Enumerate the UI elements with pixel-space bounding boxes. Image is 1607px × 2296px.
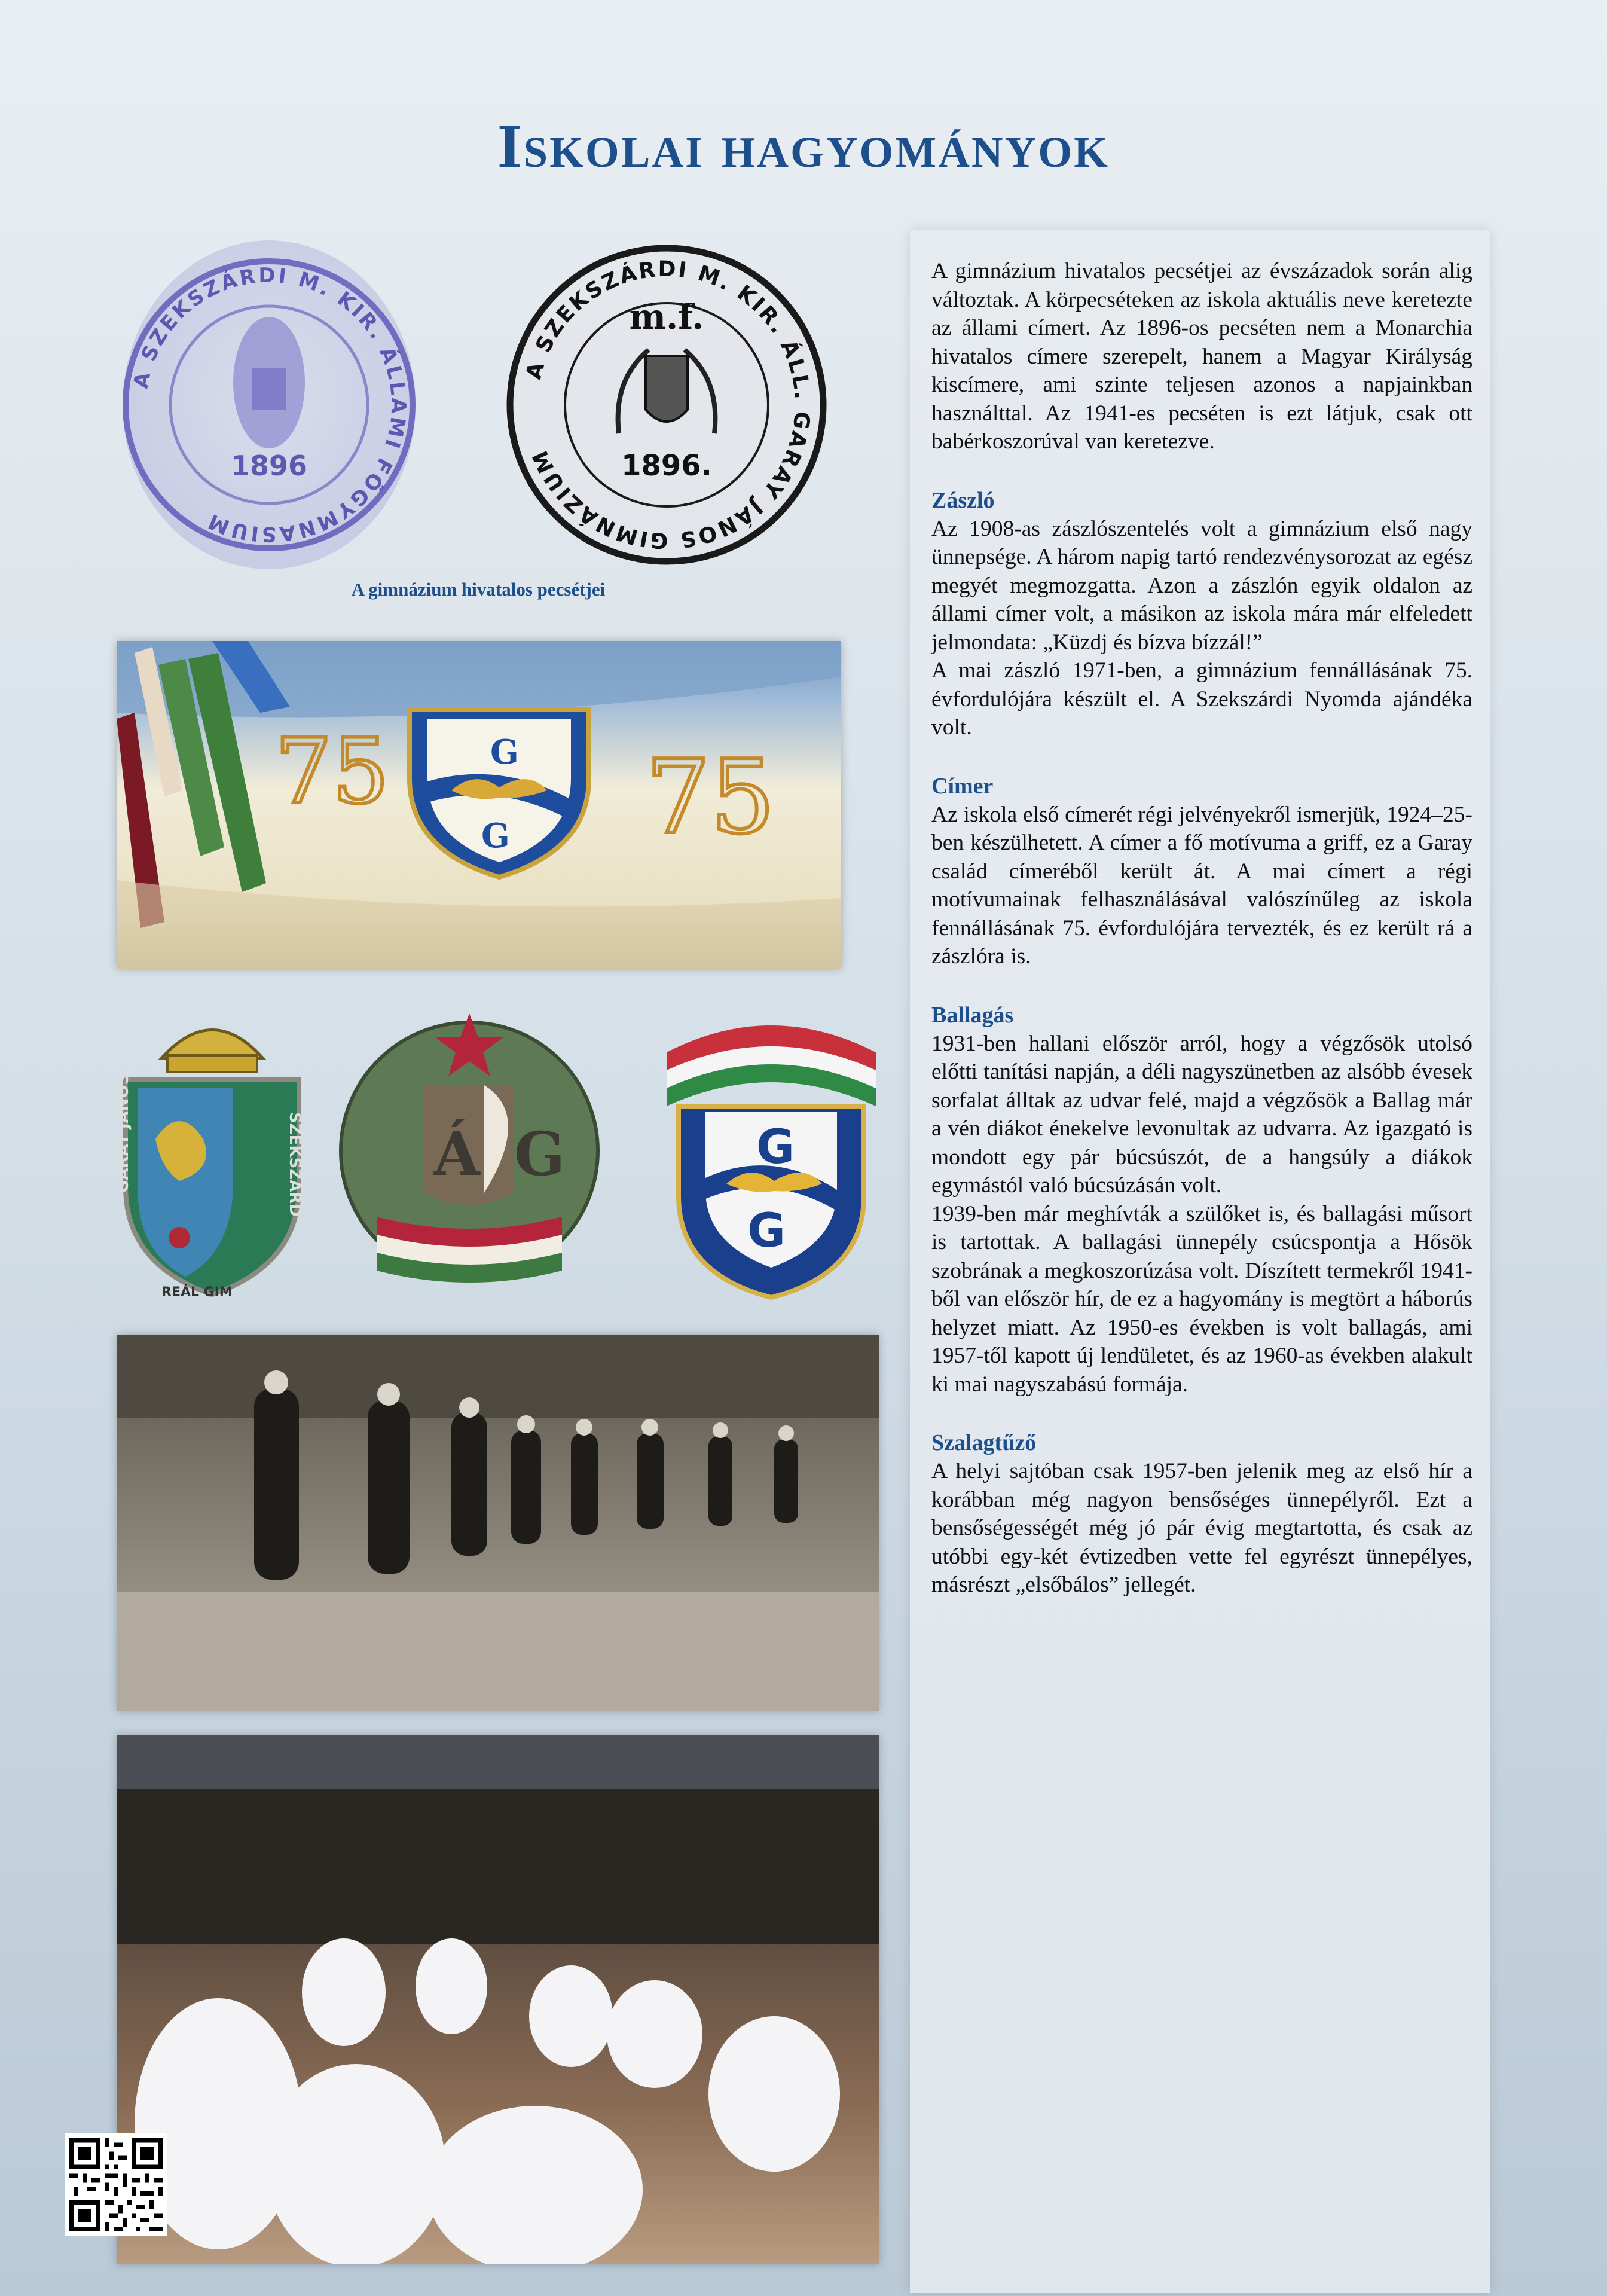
- stamp2-top-text: m.f.: [629, 297, 704, 337]
- badge-socialist: [335, 1002, 604, 1300]
- flag-right-number: 75: [646, 738, 775, 857]
- stamp1-year: 1896: [230, 450, 308, 482]
- stamp1-ring-text: A SZEKSZÁRDI M. KIR. ÁLLAMI FŐGYMNASIUM: [129, 263, 411, 546]
- szalagtuzo-paragraph: A helyi sajtóban csak 1957-ben jelenik meg az első hír a korábban még nagyon bensőséges ünnepélyről. Ezt a bensőségességét még jó pár évig megtartotta, és csak az utóbbi egy-két évtizedben vette fel egyrészt ünnepélyes, másrészt „elsőbálos” jellegét.: [931, 1459, 1472, 1597]
- ballagas-paragraph-2: 1939-ben már meghívták a szülőket is, és ballagási műsort is tartottak. A ballagási ünnepély csúcspontja a Hősök szobrának a megkoszorúzása volt. Díszített termekről 1941-ből van először hír, de ez a hagyomány is megtört a háborús helyzet miatt. Az 1950-es években is volt ballagás, ami 1957-től kapott új lendületet, és az 1960-as években alakult ki mai nagyszabású formája.: [931, 1201, 1472, 1397]
- badge3-top-g: G: [756, 1120, 795, 1174]
- stamp-1896-black: [499, 236, 834, 574]
- article-text: [931, 257, 1472, 1599]
- school-emblem-icon: [410, 710, 589, 877]
- flag-photo: [117, 641, 841, 969]
- szalagtuzo-heading: Szalagtűző: [931, 1430, 1037, 1455]
- cimer-paragraph: Az iskola első címerét régi jelvényekről ismerjük, 1924–25-ben készülhetett. A címer a fő motívuma a griff, ez a Garay család címeréből került át. A mai címert a régi motívumainak felhasználásával valószínűleg az iskola fennállásának 75. évfordulójára tervezték, és ez került rá a zászlóra is.: [931, 802, 1472, 969]
- badge-old-crest: [114, 1002, 311, 1300]
- badge1-left-text: GARAY JÁNOS: [114, 1073, 132, 1193]
- flag-left-number: 75: [275, 720, 389, 824]
- rose-icon: [169, 1227, 190, 1248]
- zaszlo-paragraph-2: A mai zászló 1971-ben, a gimnázium fennállásának 75. évfordulójára készült el. A Szekszárdi Nyomda ajándéka volt.: [931, 658, 1472, 740]
- stamp2-year: 1896.: [621, 449, 712, 483]
- zaszlo-heading: Zászló: [931, 487, 995, 513]
- ball-dance-photo: [117, 1735, 879, 2264]
- graduation-procession-photo: [117, 1335, 879, 1711]
- coat-of-arms-icon: [646, 356, 688, 422]
- ballagas-heading: Ballagás: [931, 1002, 1014, 1028]
- badge3-bottom-g: G: [747, 1204, 786, 1258]
- crown-icon: [161, 1030, 263, 1059]
- stamp2-ring-text: A SZEKSZÁRDI M. KIR. ÁLL. GARAY JÁNOS GIMNÁZIUM: [521, 257, 815, 553]
- ballagas-paragraph-1: 1931-ben hallani először arról, hogy a végzősök utolsó előtti tanítási napján, a déli nagyszünetben az alsóbb évesek sorfalat álltak az udvar felé, majd a végzősök a Ballag már a vén diákot énekelve levonultak az udvarra. Az igazgató is mondott egy pár búcsúszót, de a hangsúly a diákok egymástól való búcsúzásán volt.: [931, 1031, 1472, 1198]
- stamp-1896-blue: [120, 239, 418, 571]
- badge2-letter-a: Á: [433, 1119, 480, 1189]
- badge1-right-text: SZEKSZÁRD: [286, 1112, 304, 1217]
- zaszlo-paragraph-1: Az 1908-as zászlószentelés volt a gimnázium első nagy ünnepsége. A három napig tartó rendezvénysorozat az egész megyét megmozgatta. Azon a zászlón egyik oldalon az állami címer volt, a másikon az iskola mára már elfeledett jelmondata: „Küzdj és bízva bízzál!”: [931, 516, 1472, 655]
- badge2-letter-g: G: [514, 1119, 566, 1189]
- svg-text:G: G: [490, 732, 519, 772]
- badge1-bottom-text: REÁL GIM: [161, 1285, 233, 1300]
- stamps-caption: A gimnázium hivatalos pecsétjei: [351, 579, 606, 600]
- intro-paragraph: A gimnázium hivatalos pecsétjei az évszázadok során alig változtak. A körpecséteken az iskola aktuális neve keretezte az állami címert. Az 1896-os pecséten nem a Monarchia hivatalos címere szerepelt, hanem a Magyar Királyság kiscímere, ami szinte teljesen azonos a napjainkban használttal. Az 1941-es pecséten is ezt látjuk, csak ott babérkoszorúval van keretezve.: [931, 259, 1472, 454]
- page-title: Iskolai hagyományok: [497, 112, 1110, 181]
- badge-modern: [661, 1004, 882, 1300]
- qr-code[interactable]: [65, 2133, 167, 2236]
- cimer-heading: Címer: [931, 773, 994, 799]
- svg-text:G: G: [481, 816, 510, 856]
